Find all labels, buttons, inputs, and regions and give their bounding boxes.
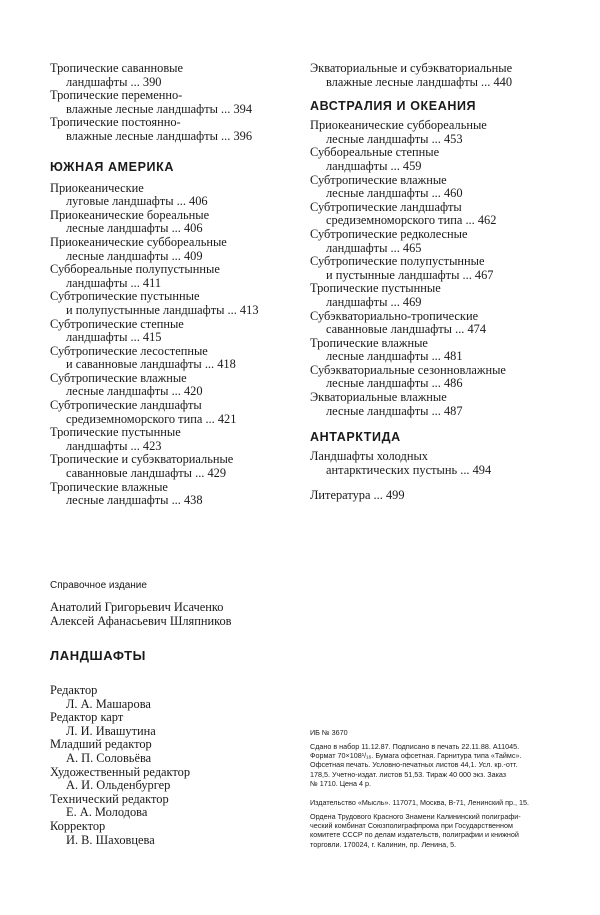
- toc-entry-page: ландшафты ... 423: [66, 438, 162, 453]
- toc-entry-page: влажные лесные ландшафты ... 440: [326, 74, 513, 89]
- toc-entry-page: ландшафты ... 469: [326, 294, 422, 309]
- toc-entry: [50, 209, 305, 236]
- toc-entry-title: Тропические саванновые: [50, 61, 184, 75]
- toc-entry-title: Ландшафты холодных: [310, 449, 428, 464]
- toc-entry-title: Тропические постоянно-: [50, 115, 181, 130]
- toc-entry-page: и саванновые ландшафты ... 418: [66, 357, 236, 372]
- toc-entry-title: Субтропические лесостепные: [50, 343, 208, 358]
- printer-details-line: ческий комбинат Союзполиграфпрома при Государственном: [310, 821, 513, 831]
- credit-name: А. П. Соловьёва: [66, 750, 152, 765]
- toc-entry-title: Тропические и субэкваториальные: [50, 452, 234, 467]
- print-details-line: Офсетная печать. Условно-печатных листов 44,1. Усл. кр.-отт.: [310, 760, 518, 770]
- toc-entry: [310, 174, 580, 201]
- toc-entry-page: лесные ландшафты ... 453: [326, 131, 463, 146]
- print-details-line: 178,5. Учетно-издат. листов 51,53. Тираж 40 000 экз. Заказ: [310, 769, 507, 779]
- toc-entry: [50, 263, 305, 290]
- printer-details-line: торговли. 170024, г. Калинин, пр. Ленина, 5.: [310, 839, 457, 849]
- credit-role: Художественный редактор: [50, 764, 191, 779]
- toc-entry: [50, 345, 305, 372]
- toc-list: [310, 119, 580, 418]
- toc-entry-title: Субтропические степные: [50, 316, 184, 331]
- toc-entry-title: Суббореальные степные: [310, 145, 440, 160]
- toc-entry-page: средиземноморского типа ... 462: [326, 213, 497, 228]
- toc-entry-page: ландшафты ... 390: [66, 74, 162, 89]
- toc-entry-title: Субтропические полупустынные: [310, 254, 485, 269]
- toc-entry-page: ландшафты ... 415: [66, 330, 162, 345]
- toc-entry-title: Приокеанические суббореальные: [50, 234, 227, 249]
- print-details-line: Формат 70×108¹/₁₆. Бумага офсетная. Гарнитура типа «Таймс».: [310, 751, 522, 761]
- toc-entry-page: и полупустынные ландшафты ... 413: [66, 302, 259, 317]
- toc-entry: [310, 337, 580, 364]
- toc-entry-page: лесные ландшафты ... 409: [66, 248, 203, 263]
- toc-entry-page: лесные ландшафты ... 460: [326, 186, 463, 201]
- print-details-line: № 1710. Цена 4 р.: [310, 778, 371, 788]
- toc-entry-title: Приокеанические суббореальные: [310, 118, 487, 133]
- toc-entry-title: Суббореальные полупустынные: [50, 262, 220, 277]
- toc-entry-title: Субтропические пустынные: [50, 289, 200, 304]
- toc-entry-page: средиземноморского типа ... 421: [66, 411, 237, 426]
- credit-name: Л. А. Машарова: [66, 696, 151, 711]
- toc-entry: [50, 372, 305, 399]
- right-toc-column: [310, 62, 580, 503]
- toc-entry-page: ландшафты ... 411: [66, 275, 162, 290]
- ib-number: ИБ № 3670: [310, 728, 348, 737]
- toc-entry-page: саванновые ландшафты ... 474: [326, 322, 487, 337]
- edition-type: Справочное издание: [50, 580, 147, 591]
- toc-entry: [50, 182, 305, 209]
- toc-entry-page: лесные ландшафты ... 486: [326, 376, 463, 391]
- left-toc-column: [50, 62, 305, 508]
- toc-entry-title: Экваториальные и субэкваториальные: [310, 61, 513, 75]
- print-details-line: Сдано в набор 11.12.87. Подписано в печать 22.11.88. А11045.: [310, 742, 520, 751]
- credit-role: Редактор карт: [50, 710, 124, 725]
- credit-name: И. В. Шаховцева: [66, 832, 155, 847]
- toc-entry: [310, 391, 580, 418]
- toc-entry: [310, 62, 580, 89]
- toc-entry-page: влажные лесные ландшафты ... 394: [66, 101, 253, 116]
- toc-entry: [50, 116, 305, 143]
- toc-entry-page: луговые ландшафты ... 406: [66, 194, 208, 209]
- toc-entry-page: и пустынные ландшафты ... 467: [326, 267, 494, 282]
- toc-entry-page: лесные ландшафты ... 420: [66, 384, 203, 399]
- toc-entry-title: Приокеанические: [50, 180, 144, 195]
- toc-entry-page: влажные лесные ландшафты ... 396: [66, 128, 253, 143]
- section-heading-australia: АВСТРАЛИЯ И ОКЕАНИЯ: [310, 99, 477, 114]
- toc-entry-title: Субтропические ландшафты: [310, 199, 462, 214]
- toc-entry-title: Приокеанические бореальные: [50, 207, 210, 222]
- toc-entry-page: саванновые ландшафты ... 429: [66, 466, 227, 481]
- toc-entry: [50, 62, 305, 89]
- toc-entry-page: антарктических пустынь ... 494: [326, 462, 492, 477]
- toc-entry: [50, 481, 305, 508]
- toc-entry-page: лесные ландшафты ... 438: [66, 493, 203, 508]
- section-heading-antarctica: АНТАРКТИДА: [310, 430, 401, 445]
- toc-entry-title: Субтропические влажные: [50, 370, 187, 385]
- author-name: Анатолий Григорьевич Исаченко: [50, 600, 224, 614]
- toc-entry-title: Экваториальные влажные: [310, 390, 447, 405]
- toc-entry: [50, 89, 305, 116]
- toc-entry-title: Субтропические ландшафты: [50, 398, 202, 413]
- toc-entry: [310, 146, 580, 173]
- credit-name: Л. И. Ивашутина: [66, 723, 156, 738]
- credit-name: Е. А. Молодова: [66, 805, 148, 820]
- credits-list: [50, 684, 290, 847]
- book-title: ЛАНДШАФТЫ: [50, 648, 146, 663]
- toc-entry-title: Субэкваториальные сезонновлажные: [310, 362, 506, 377]
- author-name: Алексей Афанасьевич Шляпников: [50, 614, 232, 628]
- toc-entry-title: Тропические влажные: [50, 479, 168, 494]
- credit-role: Технический редактор: [50, 791, 169, 806]
- toc-entry: [310, 119, 580, 146]
- toc-entry-page: ландшафты ... 459: [326, 158, 422, 173]
- toc-entry: [310, 364, 580, 391]
- credit-name: А. И. Ольденбургер: [66, 778, 171, 793]
- toc-entry: [310, 310, 580, 337]
- toc-entry: [310, 255, 580, 282]
- toc-entry: [50, 426, 305, 453]
- toc-entry: [50, 236, 305, 263]
- toc-entry: [50, 453, 305, 480]
- toc-entry-title: Тропические влажные: [310, 335, 428, 350]
- toc-entry: [50, 290, 305, 317]
- toc-entry: [50, 399, 305, 426]
- toc-entry: [310, 450, 580, 477]
- printer-details: [310, 812, 575, 849]
- toc-entry-page: ландшафты ... 465: [326, 240, 422, 255]
- toc-list: [50, 62, 305, 144]
- toc-entry-title: Тропические переменно-: [50, 88, 183, 103]
- credit-role: Редактор: [50, 683, 98, 697]
- toc-entry: [50, 318, 305, 345]
- toc-entry: [310, 282, 580, 309]
- toc-entry-page: лесные ландшафты ... 481: [326, 349, 463, 364]
- credit-role: Корректор: [50, 818, 106, 833]
- toc-entry-title: Субтропические влажные: [310, 172, 447, 187]
- toc-entry: [310, 201, 580, 228]
- toc-list: [310, 62, 580, 89]
- toc-entry-title: Субэкваториально-тропические: [310, 308, 479, 323]
- authors: [50, 600, 232, 628]
- toc-entry-title: Субтропические редколесные: [310, 226, 468, 241]
- toc-entry-title: Тропические пустынные: [50, 425, 181, 440]
- toc-entry-page: лесные ландшафты ... 406: [66, 221, 203, 236]
- section-heading-south-america: ЮЖНАЯ АМЕРИКА: [50, 159, 174, 174]
- printer-details-line: комитете СССР по делам издательств, полиграфии и книжной: [310, 830, 519, 840]
- toc-entry-page: лесные ландшафты ... 487: [326, 403, 463, 418]
- toc-entry: [310, 228, 580, 255]
- toc-list: [50, 182, 305, 508]
- toc-entry-title: Тропические пустынные: [310, 281, 441, 296]
- toc-list: [310, 450, 580, 477]
- publisher-line: Издательство «Мысль». 117071, Москва, В-71, Ленинский пр., 15.: [310, 798, 529, 807]
- credit-role: Младший редактор: [50, 737, 152, 752]
- print-details: [310, 742, 575, 788]
- printer-details-line: Ордена Трудового Красного Знамени Калининский полиграфи-: [310, 812, 521, 821]
- toc-entry-literature: Литература ... 499: [310, 488, 405, 503]
